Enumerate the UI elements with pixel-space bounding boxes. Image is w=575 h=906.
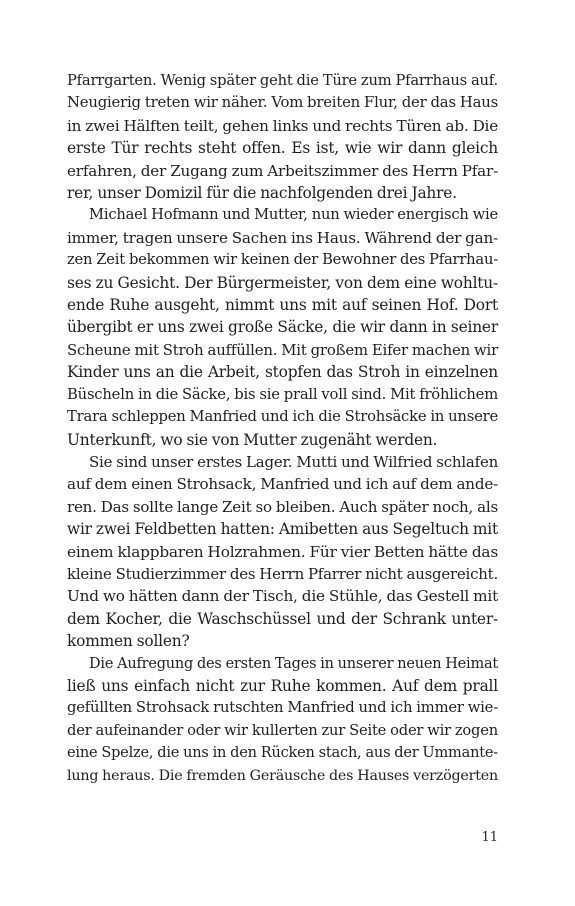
text-line: der aufeinander oder wir kullerten zur Seite oder wir zogen <box>67 721 498 739</box>
text-line: immer, tragen unsere Sachen ins Haus. Während der gan- <box>67 228 498 247</box>
text-line: in zwei Hälften teilt, gehen links und rechts Türen ab. Die <box>67 116 498 135</box>
body-text <box>67 70 498 787</box>
text-line: übergibt er uns zwei große Säcke, die wir dann in seiner <box>67 318 498 337</box>
text-line: Scheune mit Stroh auffüllen. Mit großem Eifer machen wir <box>67 340 498 359</box>
text-line: eine Spelze, die uns in den Rücken stach, aus der Ummante- <box>67 745 498 762</box>
text-line: zen Zeit bekommen wir keinen der Bewohner des Pfarrhau- <box>67 251 498 269</box>
text-line: Sie sind unser erstes Lager. Mutti und Wilfried schlafen <box>89 452 498 471</box>
text-line: ren. Das sollte lange Zeit so bleiben. Auch später noch, als <box>67 497 498 516</box>
page-number: 11 <box>481 830 498 845</box>
text-line: erste Tür rechts steht offen. Es ist, wie wir dann gleich <box>67 139 498 158</box>
text-line: Neugierig treten wir näher. Vom breiten Flur, der das Haus <box>67 94 498 112</box>
text-line: Michael Hofmann und Mutter, nun wieder energisch wie <box>89 206 498 224</box>
text-line: dem Kocher, die Waschschüssel und der Schrank unter- <box>67 609 498 628</box>
text-line: Kinder uns an die Arbeit, stopfen das Stroh in einzelnen <box>67 363 498 382</box>
text-line: ses zu Gesicht. Der Bürgermeister, von dem eine wohltu- <box>67 273 498 292</box>
text-line: Und wo hätten dann der Tisch, die Stühle, das Gestell mit <box>67 587 498 606</box>
text-line: Die Aufregung des ersten Tages in unserer neuen Heimat <box>89 655 498 672</box>
text-line: einem klappbaren Holzrahmen. Für vier Betten hätte das <box>67 542 498 561</box>
text-line: Büscheln in die Säcke, bis sie prall voll sind. Mit fröhlichem <box>67 385 498 403</box>
text-line: kommen sollen? <box>67 632 190 651</box>
text-line: gefüllten Strohsack rutschten Manfried und ich immer wie- <box>67 699 498 717</box>
text-line: lung heraus. Die fremden Geräusche des Hauses verzögerten <box>67 767 498 784</box>
text-line: kleine Studierzimmer des Herrn Pfarrer nicht ausgereicht. <box>67 564 498 583</box>
text-line: rer, unser Domizil für die nachfolgenden drei Jahre. <box>67 184 457 203</box>
text-line: ende Ruhe ausgeht, nimmt uns mit auf seinen Hof. Dort <box>67 296 498 315</box>
text-line: Unterkunft, wo sie von Mutter zugenäht werden. <box>67 430 438 449</box>
text-line: Trara schleppen Manfried und ich die Strohsäcke in unsere <box>67 408 498 426</box>
text-line: wir zwei Feldbetten hatten: Amibetten aus Segeltuch mit <box>67 520 498 539</box>
text-line: Pfarrgarten. Wenig später geht die Türe zum Pfarrhaus auf. <box>67 72 498 89</box>
text-line: ließ uns einfach nicht zur Ruhe kommen. Auf dem prall <box>67 676 498 695</box>
text-line: auf dem einen Strohsack, Manfried und ich auf dem ande- <box>67 475 498 494</box>
text-line: erfahren, der Zugang zum Arbeitszimmer des Herrn Pfar- <box>67 161 498 180</box>
